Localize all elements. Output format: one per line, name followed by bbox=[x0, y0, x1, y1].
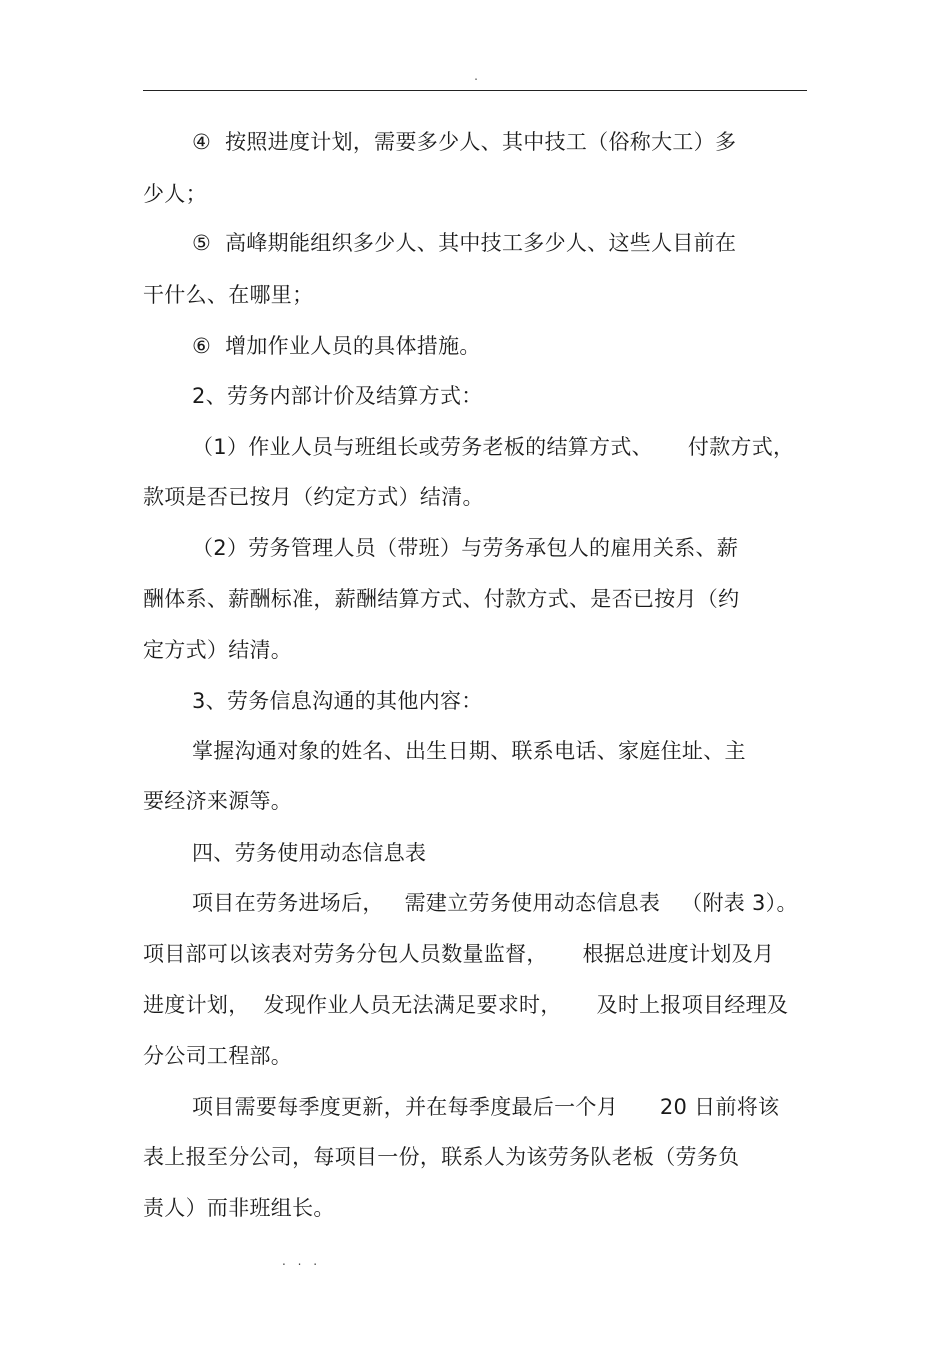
text-line-8: 款项是否已按月（约定方式）结清。 bbox=[143, 485, 484, 509]
footer-mark: . . . bbox=[282, 1254, 322, 1268]
text-line-18: 进度计划， 发现作业人员无法满足要求时， 及时上报项目经理及 bbox=[143, 993, 789, 1017]
text-line-16: 项目在劳务进场后， 需建立劳务使用动态信息表 （附表 3）。 bbox=[192, 891, 798, 915]
text-line-19: 分公司工程部。 bbox=[143, 1044, 293, 1068]
header-rule bbox=[143, 90, 807, 91]
section-heading-3: 3、劳务信息沟通的其他内容： bbox=[192, 689, 483, 713]
text-line-14: 要经济来源等。 bbox=[143, 789, 293, 813]
text-line-17: 项目部可以该表对劳务分包人员数量监督， 根据总进度计划及月 bbox=[143, 942, 775, 966]
section-heading-2: 2、劳务内部计价及结算方式： bbox=[192, 384, 483, 408]
text-line-11: 定方式）结清。 bbox=[143, 638, 293, 662]
text-line-10: 酬体系、薪酬标准，薪酬结算方式、付款方式、是否已按月（约 bbox=[143, 587, 740, 611]
section-heading-4: 四、劳务使用动态信息表 bbox=[192, 841, 427, 865]
text-line-5: ⑥ 增加作业人员的具体措施。 bbox=[192, 334, 481, 358]
header-mark: . bbox=[474, 69, 478, 83]
text-line-1: ④ 按照进度计划，需要多少人、其中技工（俗称大工）多 bbox=[192, 130, 737, 154]
text-line-9: （2）劳务管理人员（带班）与劳务承包人的雇用关系、薪 bbox=[192, 536, 739, 560]
text-line-20: 项目需要每季度更新，并在每季度最后一个月 20 日前将该 bbox=[192, 1095, 780, 1119]
text-line-22: 责人）而非班组长。 bbox=[143, 1196, 335, 1220]
text-line-4: 干什么、在哪里； bbox=[143, 283, 314, 307]
text-line-2: 少人； bbox=[143, 182, 207, 206]
text-line-13: 掌握沟通对象的姓名、出生日期、联系电话、家庭住址、主 bbox=[192, 739, 746, 763]
text-line-3: ⑤ 高峰期能组织多少人、其中技工多少人、这些人目前在 bbox=[192, 231, 737, 255]
text-line-7: （1）作业人员与班组长或劳务老板的结算方式、 付款方式， bbox=[192, 435, 795, 459]
text-line-21: 表上报至分公司，每项目一份，联系人为该劳务队老板（劳务负 bbox=[143, 1145, 740, 1169]
